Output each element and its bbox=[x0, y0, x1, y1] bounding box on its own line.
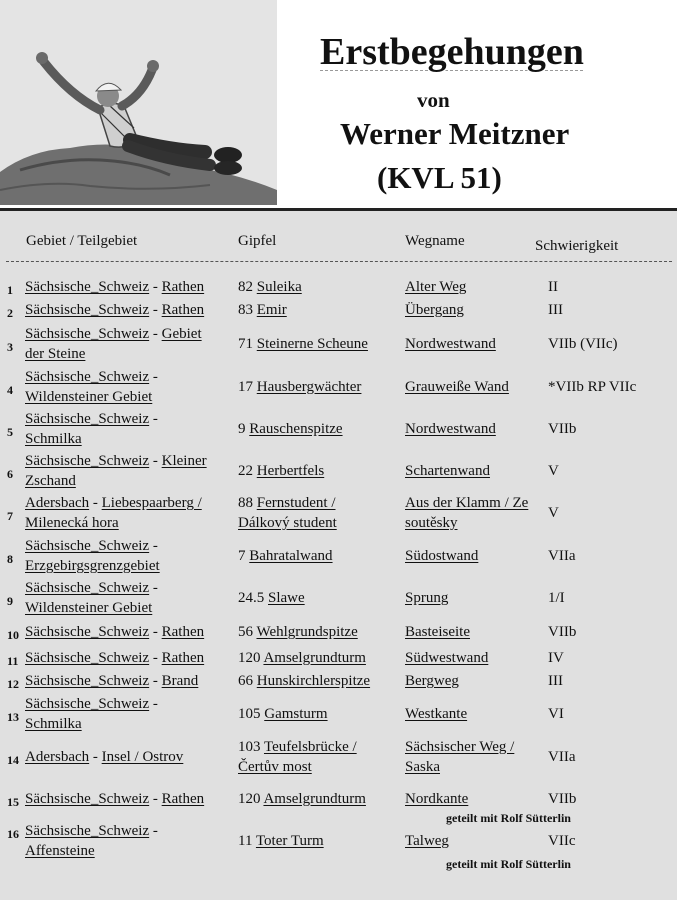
gebiet-cell bbox=[25, 493, 237, 533]
row-number: 11 bbox=[7, 654, 19, 668]
gipfel-link[interactable]: Wehlgrundspitze bbox=[256, 624, 358, 640]
gipfel-number: 83 bbox=[238, 302, 253, 318]
gipfel-cell bbox=[238, 671, 404, 691]
weg-link-cont[interactable]: Saska bbox=[405, 759, 440, 775]
gebiet-link[interactable]: Sächsische_Schweiz bbox=[25, 538, 150, 554]
gipfel-number: 11 bbox=[238, 833, 253, 849]
gebiet-link[interactable]: Sächsische_Schweiz bbox=[25, 326, 150, 342]
gipfel-cell bbox=[238, 704, 404, 724]
gipfel-link[interactable]: Teufelsbrücke / bbox=[263, 739, 357, 755]
ascents-table bbox=[0, 208, 677, 900]
gipfel-number: 105 bbox=[238, 706, 261, 722]
header-grad: Schwierigkeit bbox=[535, 238, 619, 254]
teilgebiet-link[interactable]: Gebiet bbox=[161, 326, 202, 342]
teilgebiet-link[interactable]: Liebespaarberg / bbox=[101, 495, 202, 511]
grade: V bbox=[548, 463, 559, 479]
gebiet-cell bbox=[25, 578, 237, 618]
gipfel-cell bbox=[238, 300, 404, 320]
row-number: 2 bbox=[7, 306, 13, 320]
separator: - bbox=[152, 411, 158, 427]
grade: VIIb bbox=[548, 791, 577, 807]
row-number: 13 bbox=[7, 710, 19, 724]
weg-cell bbox=[405, 493, 550, 533]
gipfel-link[interactable]: Hausbergwächter bbox=[256, 379, 362, 395]
gipfel-cell bbox=[238, 789, 404, 809]
shared-note: geteilt mit Rolf Sütterlin bbox=[446, 811, 571, 825]
gebiet-cell bbox=[25, 409, 237, 449]
gebiet-link[interactable]: Sächsische_Schweiz bbox=[25, 580, 150, 596]
gipfel-link[interactable]: Steinerne Scheune bbox=[256, 336, 368, 352]
separator: - bbox=[92, 749, 98, 765]
gebiet-link[interactable]: Adersbach bbox=[25, 749, 90, 765]
gebiet-cell bbox=[25, 324, 237, 364]
row-number: 16 bbox=[7, 827, 19, 841]
gebiet-cell bbox=[25, 536, 237, 576]
gipfel-number: 9 bbox=[238, 421, 246, 437]
gipfel-link[interactable]: Rauschenspitze bbox=[249, 421, 343, 437]
gipfel-cell bbox=[238, 419, 404, 439]
gipfel-link-cont[interactable]: Čertův most bbox=[238, 759, 312, 775]
gipfel-number: 103 bbox=[238, 739, 261, 755]
gipfel-link[interactable]: Hunskirchlerspitze bbox=[256, 673, 371, 689]
gipfel-number: 66 bbox=[238, 673, 253, 689]
row-number: 10 bbox=[7, 628, 19, 642]
gebiet-link[interactable]: Sächsische_Schweiz bbox=[25, 823, 150, 839]
weg-link[interactable]: Nordkante bbox=[405, 791, 469, 807]
gipfel-link[interactable]: Herbertfels bbox=[256, 463, 325, 479]
separator: - bbox=[152, 696, 158, 712]
teilgebiet-link[interactable]: Schmilka bbox=[25, 431, 82, 447]
gipfel-link[interactable]: Suleika bbox=[256, 279, 302, 295]
weg-link[interactable]: Alter Weg bbox=[405, 279, 467, 295]
gebiet-cell bbox=[25, 789, 237, 809]
teilgebiet-link-cont[interactable]: Milenecká hora bbox=[25, 515, 119, 531]
teilgebiet-link[interactable]: Rathen bbox=[161, 302, 205, 318]
gebiet-cell bbox=[25, 648, 237, 668]
gipfel-link[interactable]: Fernstudent / bbox=[256, 495, 336, 511]
grade: VI bbox=[548, 706, 564, 722]
weg-link[interactable]: Südostwand bbox=[405, 548, 479, 564]
gebiet-cell bbox=[25, 367, 237, 407]
grade: III bbox=[548, 673, 563, 689]
row-number: 7 bbox=[7, 509, 13, 523]
separator: - bbox=[152, 453, 158, 469]
page-title: Erstbegehungen bbox=[320, 31, 584, 73]
header-divider bbox=[6, 261, 672, 262]
page-header bbox=[0, 0, 677, 208]
gebiet-link[interactable]: Sächsische_Schweiz bbox=[25, 453, 150, 469]
gipfel-link[interactable]: Amselgrundturm bbox=[263, 791, 366, 807]
weg-link[interactable]: Schartenwand bbox=[405, 463, 490, 479]
row-number: 15 bbox=[7, 795, 19, 809]
gipfel-number: 17 bbox=[238, 379, 253, 395]
header-gipfel: Gipfel bbox=[238, 233, 277, 249]
teilgebiet-link[interactable]: Brand bbox=[161, 673, 199, 689]
grade: II bbox=[548, 279, 558, 295]
separator: - bbox=[152, 538, 158, 554]
gipfel-cell bbox=[238, 588, 404, 608]
gipfel-cell bbox=[238, 461, 404, 481]
teilgebiet-link[interactable]: Insel / Ostrov bbox=[101, 749, 184, 765]
gebiet-link[interactable]: Sächsische_Schweiz bbox=[25, 369, 150, 385]
weg-link[interactable]: Westkante bbox=[405, 706, 468, 722]
gipfel-cell bbox=[238, 546, 404, 566]
teilgebiet-link[interactable]: Rathen bbox=[161, 650, 205, 666]
row-number: 3 bbox=[7, 340, 13, 354]
row-number: 6 bbox=[7, 467, 13, 481]
grade: VIIb (VIIc) bbox=[548, 336, 618, 352]
separator: - bbox=[152, 650, 158, 666]
gipfel-cell bbox=[238, 277, 404, 297]
gebiet-link[interactable]: Sächsische_Schweiz bbox=[25, 791, 150, 807]
teilgebiet-link[interactable]: Wildensteiner Gebiet bbox=[25, 389, 153, 405]
separator: - bbox=[152, 326, 158, 342]
weg-link-cont[interactable]: soutěsky bbox=[405, 515, 458, 531]
weg-link[interactable]: Bergweg bbox=[405, 673, 459, 689]
grade: VIIb bbox=[548, 421, 577, 437]
weg-link[interactable]: Talweg bbox=[405, 833, 449, 849]
row-number: 5 bbox=[7, 425, 13, 439]
gipfel-cell bbox=[238, 622, 404, 642]
grade: III bbox=[548, 302, 563, 318]
grade: VIIa bbox=[548, 749, 576, 765]
gipfel-number: 56 bbox=[238, 624, 253, 640]
grade: *VIIb RP VIIc bbox=[548, 379, 637, 395]
gipfel-cell bbox=[238, 377, 404, 397]
gebiet-cell bbox=[25, 451, 237, 491]
weg-link[interactable]: Nordwestwand bbox=[405, 336, 496, 352]
gebiet-link[interactable]: Sächsische_Schweiz bbox=[25, 673, 150, 689]
weg-link[interactable]: Sächsischer Weg / bbox=[405, 739, 515, 755]
gipfel-number: 82 bbox=[238, 279, 253, 295]
gipfel-link-cont[interactable]: Dálkový student bbox=[238, 515, 337, 531]
gebiet-link[interactable]: Sächsische_Schweiz bbox=[25, 624, 150, 640]
teilgebiet-link[interactable]: Erzgebirgsgrenzgebiet bbox=[25, 558, 160, 574]
teilgebiet-link[interactable]: Rathen bbox=[161, 279, 205, 295]
grade: VIIc bbox=[548, 833, 576, 849]
weg-link[interactable]: Basteiseite bbox=[405, 624, 470, 640]
gebiet-cell bbox=[25, 747, 237, 767]
gebiet-link[interactable]: Sächsische_Schweiz bbox=[25, 411, 150, 427]
shared-note: geteilt mit Rolf Sütterlin bbox=[446, 857, 571, 871]
grade: IV bbox=[548, 650, 564, 666]
teilgebiet-link-cont[interactable]: der Steine bbox=[25, 346, 86, 362]
grade: VIIa bbox=[548, 548, 576, 564]
teilgebiet-link[interactable]: Wildensteiner Gebiet bbox=[25, 600, 153, 616]
gipfel-cell bbox=[238, 334, 404, 354]
row-number: 12 bbox=[7, 677, 19, 691]
header-weg: Wegname bbox=[405, 233, 465, 249]
weg-link[interactable]: Sprung bbox=[405, 590, 449, 606]
author-name: Werner Meitzner bbox=[340, 116, 570, 151]
separator: - bbox=[152, 279, 158, 295]
gebiet-cell bbox=[25, 671, 237, 691]
weg-link[interactable]: Südwestwand bbox=[405, 650, 489, 666]
teilgebiet-link[interactable]: Kleiner bbox=[161, 453, 207, 469]
gebiet-cell bbox=[25, 821, 237, 861]
weg-link[interactable]: Grauweiße Wand bbox=[405, 379, 509, 395]
byline-von: von bbox=[417, 88, 450, 112]
separator: - bbox=[152, 791, 158, 807]
gebiet-link[interactable]: Adersbach bbox=[25, 495, 90, 511]
weg-link[interactable]: Übergang bbox=[405, 302, 464, 318]
teilgebiet-link[interactable]: Schmilka bbox=[25, 716, 82, 732]
gebiet-cell bbox=[25, 694, 237, 734]
separator: - bbox=[152, 580, 158, 596]
gipfel-link[interactable]: Emir bbox=[256, 302, 287, 318]
club-id: (KVL 51) bbox=[377, 160, 502, 195]
gipfel-number: 120 bbox=[238, 650, 261, 666]
gipfel-link[interactable]: Slawe bbox=[268, 590, 305, 606]
grade: 1/I bbox=[548, 590, 565, 606]
gipfel-link[interactable]: Amselgrundturm bbox=[263, 650, 366, 666]
gipfel-number: 88 bbox=[238, 495, 253, 511]
row-number: 14 bbox=[7, 753, 19, 767]
gipfel-cell bbox=[238, 737, 404, 777]
teilgebiet-link[interactable]: Rathen bbox=[161, 624, 205, 640]
gebiet-cell bbox=[25, 622, 237, 642]
gipfel-cell bbox=[238, 831, 404, 851]
grade: V bbox=[548, 505, 559, 521]
gebiet-link[interactable]: Sächsische_Schweiz bbox=[25, 650, 150, 666]
gipfel-cell bbox=[238, 493, 404, 533]
gipfel-link[interactable]: Gamsturm bbox=[264, 706, 328, 722]
row-number: 1 bbox=[7, 283, 13, 297]
gipfel-cell bbox=[238, 648, 404, 668]
gipfel-number: 24.5 bbox=[238, 590, 265, 606]
separator: - bbox=[152, 624, 158, 640]
separator: - bbox=[152, 823, 158, 839]
row-number: 4 bbox=[7, 383, 13, 397]
gebiet-link[interactable]: Sächsische_Schweiz bbox=[25, 279, 150, 295]
row-number: 9 bbox=[7, 594, 13, 608]
weg-link[interactable]: Aus der Klamm / Ze bbox=[405, 495, 529, 511]
gipfel-number: 7 bbox=[238, 548, 246, 564]
grade: VIIb bbox=[548, 624, 577, 640]
teilgebiet-link[interactable]: Affensteine bbox=[25, 843, 95, 859]
climber-illustration bbox=[0, 0, 277, 205]
gebiet-cell bbox=[25, 277, 237, 297]
weg-link[interactable]: Nordwestwand bbox=[405, 421, 496, 437]
teilgebiet-link-cont[interactable]: Zschand bbox=[25, 473, 76, 489]
gipfel-number: 120 bbox=[238, 791, 261, 807]
gipfel-link[interactable]: Bahratalwand bbox=[249, 548, 333, 564]
gipfel-number: 22 bbox=[238, 463, 253, 479]
gebiet-link[interactable]: Sächsische_Schweiz bbox=[25, 696, 150, 712]
separator: - bbox=[152, 302, 158, 318]
gipfel-number: 71 bbox=[238, 336, 253, 352]
separator: - bbox=[152, 369, 158, 385]
header-gebiet: Gebiet / Teilgebiet bbox=[26, 233, 138, 249]
weg-cell bbox=[405, 737, 550, 777]
separator: - bbox=[152, 673, 158, 689]
separator: - bbox=[92, 495, 98, 511]
climber-photo bbox=[0, 0, 277, 205]
teilgebiet-link[interactable]: Rathen bbox=[161, 791, 205, 807]
row-number: 8 bbox=[7, 552, 13, 566]
gebiet-link[interactable]: Sächsische_Schweiz bbox=[25, 302, 150, 318]
gipfel-link[interactable]: Toter Turm bbox=[255, 833, 324, 849]
gebiet-cell bbox=[25, 300, 237, 320]
